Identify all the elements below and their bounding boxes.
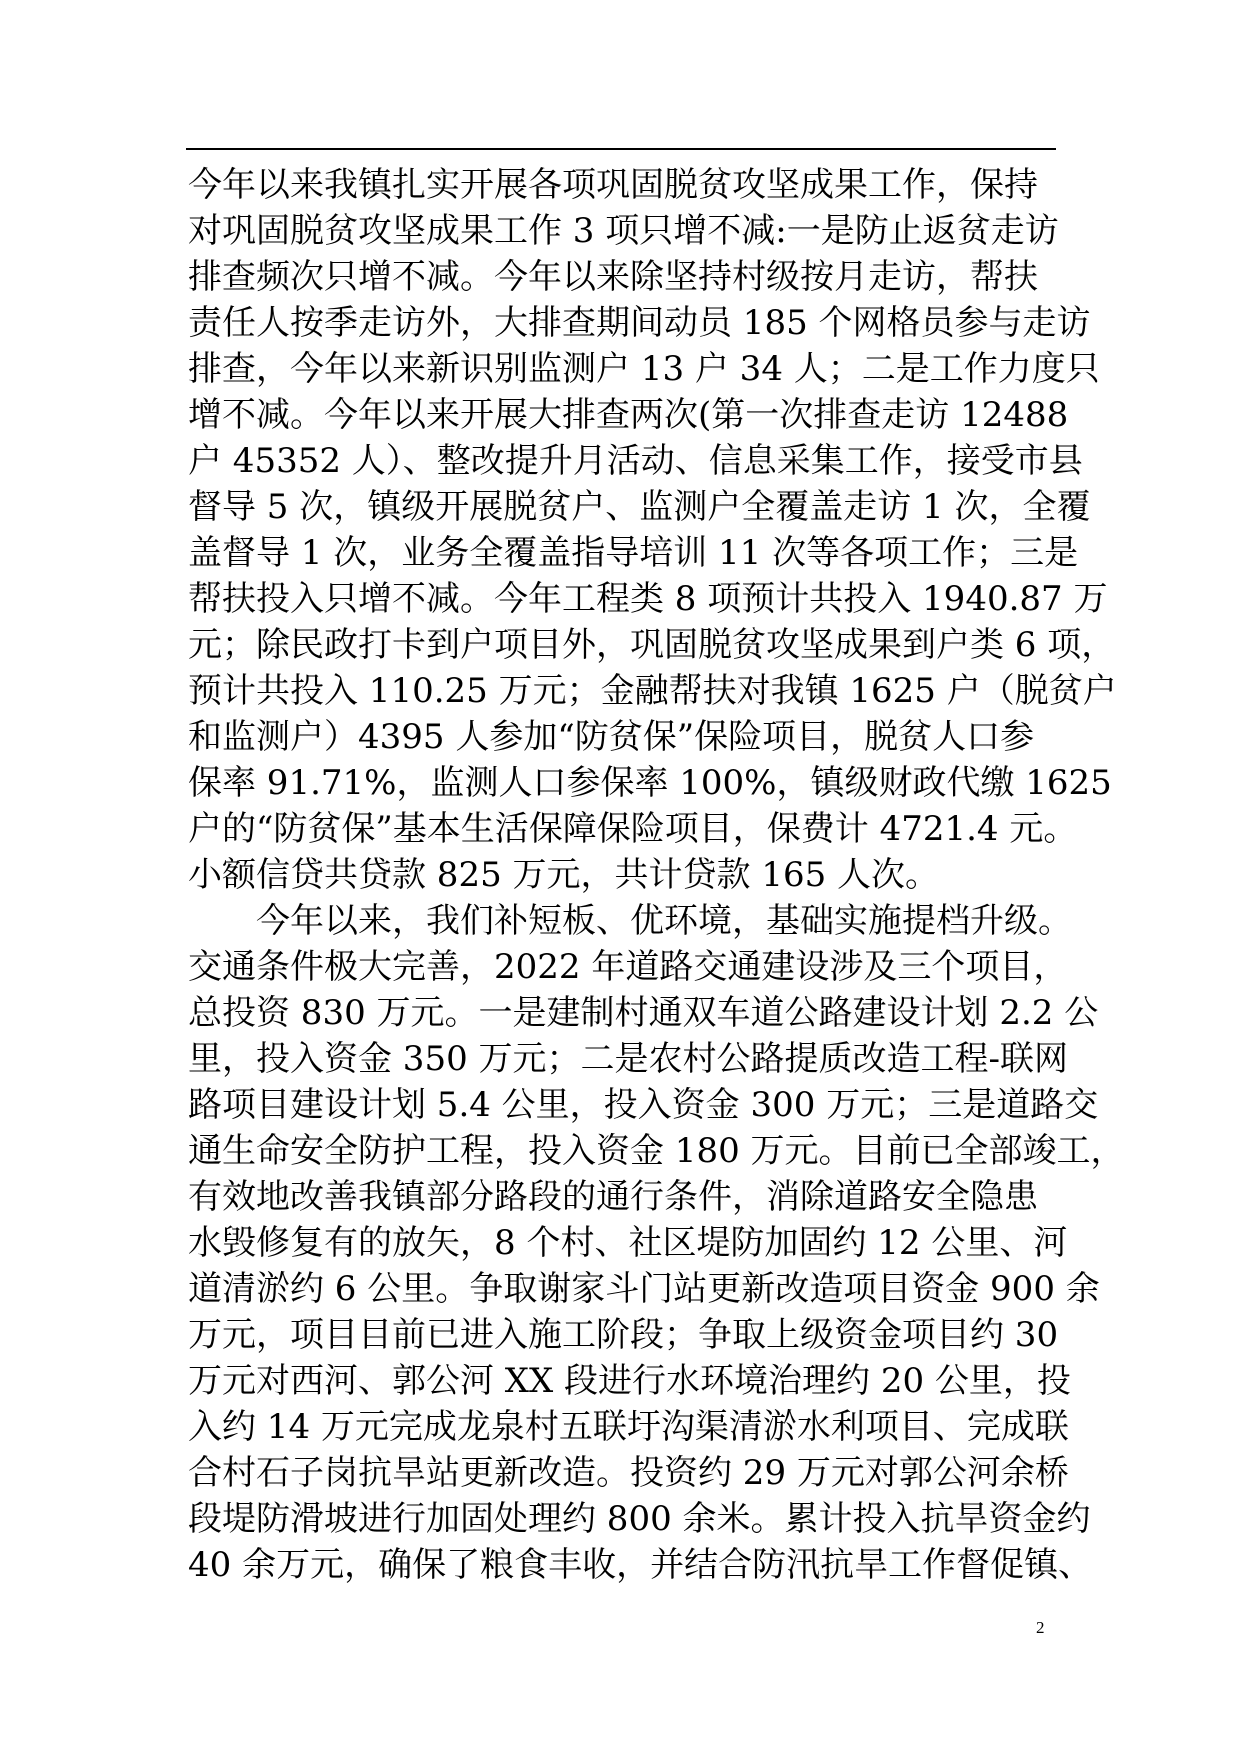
text-line: 40 余万元，确保了粮食丰收，并结合防汛抗旱工作督促镇、 [188, 1545, 1093, 1585]
text-line: 户的“防贫保”基本生活保障保险项目，保费计 4721.4 元。 [188, 809, 1078, 849]
text-line: 总投资 830 万元。一是建制村通双车道公路建设计划 2.2 公 [188, 993, 1099, 1033]
text-line: 督导 5 次，镇级开展脱贫户、监测户全覆盖走访 1 次，全覆 [188, 487, 1091, 527]
text-line: 通生命安全防护工程，投入资金 180 万元。目前已全部竣工， [188, 1131, 1125, 1171]
body-text [188, 162, 1125, 1588]
text-line: 预计共投入 110.25 万元；金融帮扶对我镇 1625 户（脱贫户 [188, 671, 1117, 711]
text-line: 今年以来我镇扎实开展各项巩固脱贫攻坚成果工作，保持 [188, 165, 1038, 205]
text-line: 合村石子岗抗旱站更新改造。投资约 29 万元对郭公河余桥 [188, 1453, 1069, 1493]
text-line: 段堤防滑坡进行加固处理约 800 余米。累计投入抗旱资金约 [188, 1499, 1091, 1539]
page-number: 2 [1036, 1618, 1045, 1637]
text-line: 今年以来，我们补短板、优环境，基础实施提档升级。 [256, 901, 1072, 941]
text-line: 盖督导 1 次，业务全覆盖指导培训 11 次等各项工作；三是 [188, 533, 1079, 573]
text-line: 责任人按季走访外，大排查期间动员 185 个网格员参与走访 [188, 303, 1091, 343]
text-line: 户 45352 人）、整改提升月活动、信息采集工作，接受市县 [188, 441, 1083, 481]
header-rule [186, 148, 1056, 150]
text-line: 和监测户）4395 人参加“防贫保”保险项目，脱贫人口参 [188, 717, 1035, 757]
text-line: 排查，今年以来新识别监测户 13 户 34 人；二是工作力度只 [188, 349, 1100, 389]
text-line: 小额信贷共贷款 825 万元，共计贷款 165 人次。 [188, 855, 940, 895]
text-line: 路项目建设计划 5.4 公里，投入资金 300 万元；三是道路交 [188, 1085, 1099, 1125]
text-line: 万元对西河、郭公河 XX 段进行水环境治理约 20 公里，投 [188, 1361, 1071, 1401]
text-line: 入约 14 万元完成龙泉村五联圩沟渠清淤水利项目、完成联 [188, 1407, 1069, 1447]
text-line: 元；除民政打卡到户项目外，巩固脱贫攻坚成果到户类 6 项， [188, 625, 1116, 665]
paragraph [188, 898, 1125, 1588]
text-line: 里，投入资金 350 万元；二是农村公路提质改造工程-联网 [188, 1039, 1068, 1079]
text-line: 道清淤约 6 公里。争取谢家斗门站更新改造项目资金 900 余 [188, 1269, 1100, 1309]
text-line: 排查频次只增不减。今年以来除坚持村级按月走访，帮扶 [188, 257, 1038, 297]
text-line: 交通条件极大完善，2022 年道路交通建设涉及三个项目， [188, 947, 1068, 987]
text-line: 对巩固脱贫攻坚成果工作 3 项只增不减:一是防止返贫走访 [188, 211, 1059, 251]
text-line: 帮扶投入只增不减。今年工程类 8 项预计共投入 1940.87 万 [188, 579, 1108, 619]
text-line: 保率 91.71%，监测人口参保率 100%，镇级财政代缴 1625 [188, 763, 1112, 803]
text-line: 万元，项目目前已进入施工阶段；争取上级资金项目约 30 [188, 1315, 1059, 1355]
paragraph [188, 162, 1117, 898]
text-line: 有效地改善我镇部分路段的通行条件，消除道路安全隐患 [188, 1177, 1038, 1217]
text-line: 水毁修复有的放矢，8 个村、社区堤防加固约 12 公里、河 [188, 1223, 1068, 1263]
text-line: 增不减。今年以来开展大排查两次(第一次排查走访 12488 [188, 395, 1069, 435]
